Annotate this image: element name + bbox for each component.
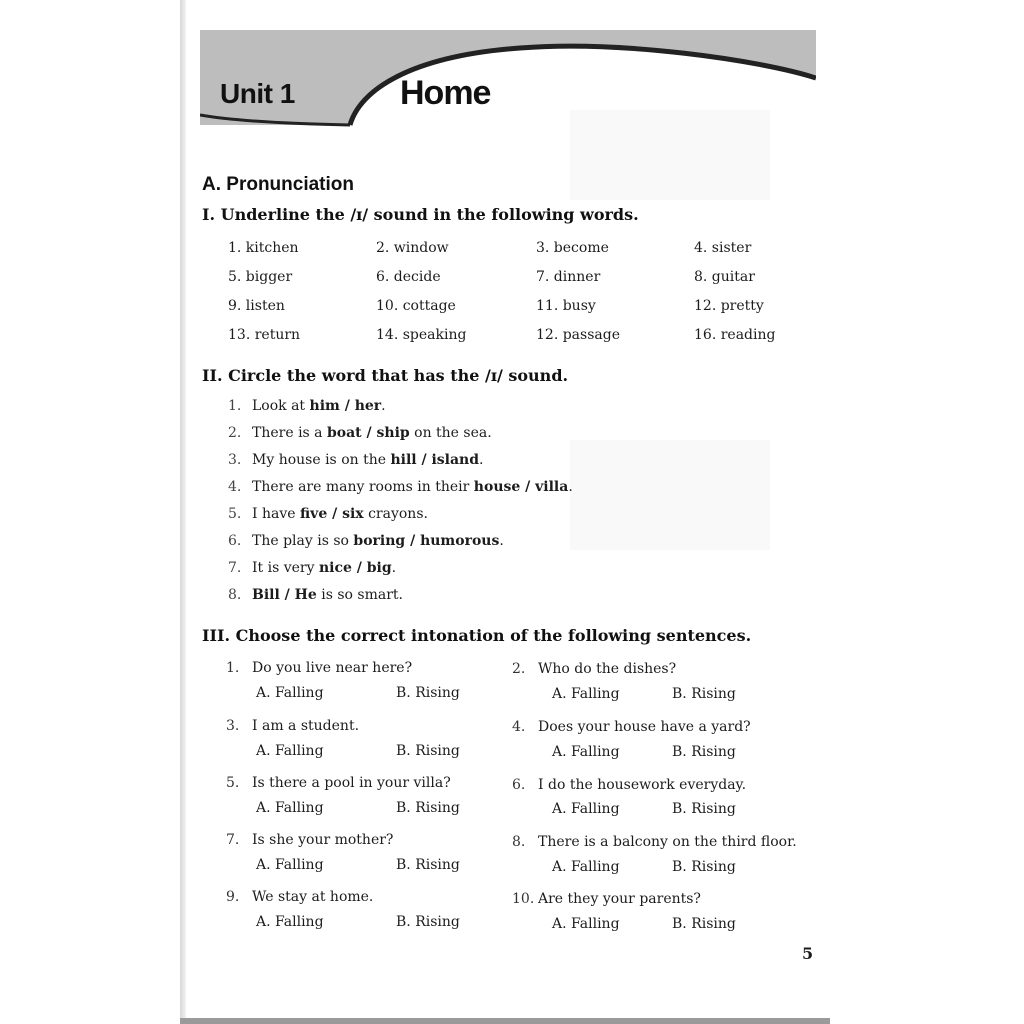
sentence-item	[228, 533, 504, 549]
sentence-text: crayons.	[363, 506, 428, 522]
option-rising[interactable]: B. Rising	[396, 857, 460, 873]
item-number: 4.	[228, 479, 242, 495]
option-falling[interactable]: A. Falling	[256, 857, 324, 873]
word-item: 2. window	[376, 240, 449, 256]
sentence-item	[228, 425, 492, 441]
question	[226, 832, 393, 848]
option-falling[interactable]: A. Falling	[552, 744, 620, 760]
word-item: 3. become	[536, 240, 609, 256]
option-rising[interactable]: B. Rising	[672, 859, 736, 875]
sentence-text: I have	[252, 506, 300, 522]
question-text: Is there a pool in your villa?	[252, 775, 451, 791]
question-text: Are they your parents?	[538, 891, 701, 907]
question	[512, 891, 701, 907]
option-falling[interactable]: A. Falling	[256, 685, 324, 701]
sentence-text: on the sea.	[409, 425, 492, 441]
question	[226, 718, 359, 734]
question-text: Does your house have a yard?	[538, 719, 751, 735]
option-rising[interactable]: B. Rising	[396, 685, 460, 701]
option-rising[interactable]: B. Rising	[672, 686, 736, 702]
word-item: 12. pretty	[694, 298, 764, 314]
item-number: 8.	[228, 587, 242, 603]
word-choice[interactable]: boring / humorous	[353, 533, 500, 549]
option-rising[interactable]: B. Rising	[672, 744, 736, 760]
sentence-text: There is a	[252, 425, 327, 441]
option-falling[interactable]: A. Falling	[552, 916, 620, 932]
word-item: 16. reading	[694, 327, 776, 343]
question-text: I do the housework everyday.	[538, 777, 747, 793]
option-falling[interactable]: A. Falling	[256, 743, 324, 759]
sentence-item	[228, 479, 573, 495]
item-number: 1.	[228, 398, 242, 414]
unit-title: Home	[400, 74, 491, 112]
question	[226, 775, 451, 791]
word-item: 4. sister	[694, 240, 752, 256]
word-item: 11. busy	[536, 298, 596, 314]
question-text: Do you live near here?	[252, 660, 413, 676]
option-falling[interactable]: A. Falling	[552, 686, 620, 702]
word-choice[interactable]: nice / big	[318, 560, 392, 576]
sentence-text: .	[499, 533, 504, 549]
exercise-1-title: I. Underline the /ɪ/ sound in the following words.	[202, 205, 639, 224]
option-rising[interactable]: B. Rising	[396, 800, 460, 816]
word-choice[interactable]: him / her	[309, 398, 382, 414]
question-text: I am a student.	[252, 718, 360, 734]
option-rising[interactable]: B. Rising	[672, 801, 736, 817]
word-item: 9. listen	[228, 298, 285, 314]
question-number: 3.	[226, 718, 240, 734]
sentence-item	[228, 560, 396, 576]
question-number: 7.	[226, 832, 240, 848]
sentence-text: There are many rooms in their	[252, 479, 474, 495]
option-rising[interactable]: B. Rising	[396, 743, 460, 759]
option-falling[interactable]: A. Falling	[256, 914, 324, 930]
question	[512, 777, 746, 793]
option-falling[interactable]: A. Falling	[552, 801, 620, 817]
sentence-text: .	[381, 398, 386, 414]
sentence-item	[228, 506, 428, 522]
option-rising[interactable]: B. Rising	[672, 916, 736, 932]
sentence-item	[228, 398, 386, 414]
exercise-3-title: III. Choose the correct intonation of the following sentences.	[202, 626, 752, 645]
page-edge-shadow	[180, 0, 186, 1024]
question-number: 4.	[512, 719, 526, 735]
option-falling[interactable]: A. Falling	[552, 859, 620, 875]
question-text: We stay at home.	[252, 889, 374, 905]
page-bottom-edge	[180, 1018, 830, 1024]
show-through-image	[570, 440, 770, 550]
question-number: 1.	[226, 660, 240, 676]
sentence-item	[228, 452, 483, 468]
exercise-2-title: II. Circle the word that has the /ɪ/ sound.	[202, 366, 569, 385]
word-choice[interactable]: hill / island	[390, 452, 480, 468]
word-item: 14. speaking	[376, 327, 467, 343]
question	[226, 889, 373, 905]
sentence-text: .	[479, 452, 484, 468]
item-number: 6.	[228, 533, 242, 549]
word-item: 7. dinner	[536, 269, 601, 285]
page-number: 5	[802, 944, 814, 963]
option-falling[interactable]: A. Falling	[256, 800, 324, 816]
sentence-text: is so smart.	[316, 587, 403, 603]
word-item: 6. decide	[376, 269, 441, 285]
word-item: 12. passage	[536, 327, 620, 343]
question-number: 2.	[512, 661, 526, 677]
sentence-text: .	[568, 479, 573, 495]
question-number: 6.	[512, 777, 526, 793]
option-rising[interactable]: B. Rising	[396, 914, 460, 930]
question	[226, 660, 412, 676]
question	[512, 834, 797, 850]
item-number: 3.	[228, 452, 242, 468]
word-item: 10. cottage	[376, 298, 456, 314]
question-number: 8.	[512, 834, 526, 850]
question	[512, 661, 676, 677]
section-a-title: A. Pronunciation	[202, 174, 354, 195]
question-text: Is she your mother?	[252, 832, 394, 848]
item-number: 5.	[228, 506, 242, 522]
word-choice[interactable]: boat / ship	[326, 425, 410, 441]
question-text: There is a balcony on the third floor.	[538, 834, 797, 850]
sentence-text: Look at	[252, 398, 310, 414]
word-item: 5. bigger	[228, 269, 293, 285]
word-choice[interactable]: Bill / He	[252, 587, 317, 603]
question-number: 9.	[226, 889, 240, 905]
sentence-item	[228, 587, 403, 603]
sentence-text: It is very	[252, 560, 319, 576]
word-choice[interactable]: five / six	[300, 506, 364, 522]
word-item: 13. return	[228, 327, 301, 343]
word-item: 1. kitchen	[228, 240, 299, 256]
question	[512, 719, 751, 735]
question-number: 10.	[512, 891, 535, 907]
word-item: 8. guitar	[694, 269, 755, 285]
word-choice[interactable]: house / villa	[473, 479, 569, 495]
item-number: 7.	[228, 560, 242, 576]
item-number: 2.	[228, 425, 242, 441]
sentence-text: .	[391, 560, 397, 576]
question-number: 5.	[226, 775, 240, 791]
sentence-text: My house is on the	[252, 452, 391, 468]
unit-label: Unit 1	[220, 78, 295, 109]
question-text: Who do the dishes?	[538, 661, 677, 677]
sentence-text: The play is so	[252, 533, 354, 549]
